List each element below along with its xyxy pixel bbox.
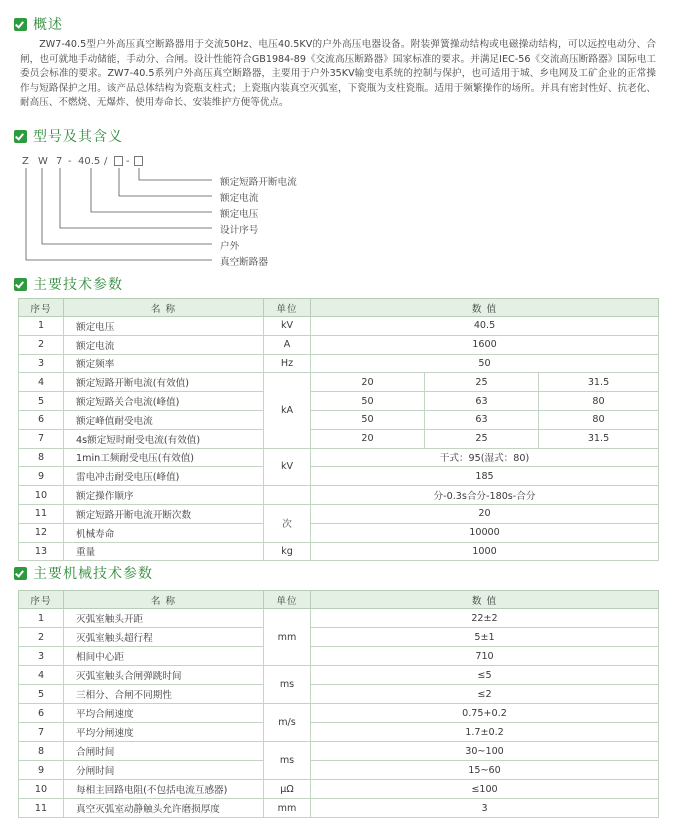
cell-unit: ms <box>264 742 311 780</box>
code-box-breaking <box>134 156 143 169</box>
cell-name: 分闸时间 <box>64 761 264 780</box>
cell-value: 20 <box>311 429 425 448</box>
cell-no: 12 <box>19 523 64 542</box>
cell-no: 7 <box>19 723 64 742</box>
cell-value: 1600 <box>311 335 659 354</box>
table-row <box>19 373 659 392</box>
col-unit: 单位 <box>264 299 311 317</box>
cell-name: 雷电冲击耐受电压(峰值) <box>64 467 264 486</box>
cell-value: 0.75+0.2 <box>311 704 659 723</box>
cell-unit: kV <box>264 317 311 336</box>
cell-unit: A <box>264 335 311 354</box>
table-row <box>19 742 659 761</box>
table-row <box>19 504 659 523</box>
cell-unit: μΩ <box>264 780 311 799</box>
cell-name: 额定电压 <box>64 317 264 336</box>
legend-rated-current: 额定电流 <box>220 193 259 204</box>
cell-value: 30~100 <box>311 742 659 761</box>
check-icon <box>14 278 27 291</box>
code-z: Z <box>22 156 29 167</box>
cell-value: 63 <box>425 410 539 429</box>
mech-table <box>18 590 659 818</box>
cell-no: 6 <box>19 410 64 429</box>
cell-value: 3 <box>311 799 659 818</box>
table-row <box>19 542 659 561</box>
cell-no: 10 <box>19 486 64 505</box>
cell-unit: m/s <box>264 704 311 742</box>
table-header-row <box>19 591 659 609</box>
cell-no: 1 <box>19 317 64 336</box>
code-7: 7 <box>56 156 63 167</box>
cell-name: 灭弧室触头合闸弹跳时间 <box>64 666 264 685</box>
code-dash: - <box>126 156 130 167</box>
cell-no: 4 <box>19 373 64 392</box>
code-w: W <box>38 156 48 167</box>
cell-value: 31.5 <box>539 429 659 448</box>
cell-value: 1000 <box>311 542 659 561</box>
cell-value: ≤2 <box>311 685 659 704</box>
cell-value: 185 <box>311 467 659 486</box>
col-name: 名 称 <box>64 591 264 609</box>
cell-value: 80 <box>539 392 659 411</box>
table-row <box>19 410 659 429</box>
cell-unit <box>264 486 311 505</box>
check-icon <box>14 567 27 580</box>
tech-heading <box>14 274 123 294</box>
cell-name: 三相分、合闸不同期性 <box>64 685 264 704</box>
overview-text: ZW7-40.5型户外高压真空断路器用于交流50Hz、电压40.5KV的户外高压电器设备。附装弹簧操动结构或电磁操动结构，可以远控电动分、合闸，也可就地手动储能，手动分、合闸。设计性能符合GB1984-89《交流高压断路器》国家标准的要求。并满足IEC-56《交流高压断路器》国际电工委员会标准的要求。ZW7-40.5系列户外高压真空断路器，主要用于户外35KV输变电系统的控制与保护，也可适用于城、乡电网及工矿企业的正常操作与短路保护之用。该产品总体结构为瓷瓶支柱式；上瓷瓶内装真空灭弧室，下瓷瓶为支柱瓷瓶。适用于频繁操作的场所。并具有密封性好、抗老化、耐高压、不燃烧、无爆炸、使用寿命长、安装维护方便等优点。 <box>20 39 656 108</box>
cell-unit: mm <box>264 799 311 818</box>
cell-value: 63 <box>425 392 539 411</box>
cell-no: 2 <box>19 628 64 647</box>
cell-value: 40.5 <box>311 317 659 336</box>
cell-value: 1.7±0.2 <box>311 723 659 742</box>
cell-name: 合闸时间 <box>64 742 264 761</box>
cell-value: ≤5 <box>311 666 659 685</box>
cell-value: 分-0.3s合分-180s-合分 <box>311 486 659 505</box>
cell-value: 10000 <box>311 523 659 542</box>
cell-value: 80 <box>539 410 659 429</box>
cell-name: 平均合闸速度 <box>64 704 264 723</box>
check-icon <box>14 18 27 31</box>
cell-name: 4s额定短时耐受电流(有效值) <box>64 429 264 448</box>
code-dash: - <box>68 156 72 167</box>
cell-value: 50 <box>311 392 425 411</box>
legend-breaking-current: 额定短路开断电流 <box>220 177 297 188</box>
cell-unit: mm <box>264 609 311 666</box>
table-row <box>19 317 659 336</box>
cell-name: 额定峰值耐受电流 <box>64 410 264 429</box>
cell-no: 10 <box>19 780 64 799</box>
cell-no: 3 <box>19 647 64 666</box>
cell-no: 8 <box>19 448 64 467</box>
cell-no: 5 <box>19 392 64 411</box>
cell-no: 6 <box>19 704 64 723</box>
legend-vacuum-breaker: 真空断路器 <box>220 257 268 268</box>
cell-value: 15~60 <box>311 761 659 780</box>
col-name: 名 称 <box>64 299 264 317</box>
overview-heading <box>14 14 63 34</box>
cell-no: 13 <box>19 542 64 561</box>
cell-name: 额定频率 <box>64 354 264 373</box>
cell-value: 干式：95(湿式：80) <box>311 448 659 467</box>
cell-name: 额定短路关合电流(峰值) <box>64 392 264 411</box>
cell-no: 8 <box>19 742 64 761</box>
cell-name: 1min工频耐受电压(有效值) <box>64 448 264 467</box>
cell-name: 相间中心距 <box>64 647 264 666</box>
table-row <box>19 467 659 486</box>
legend-outdoor: 户外 <box>220 241 240 252</box>
table-row <box>19 780 659 799</box>
cell-value: 50 <box>311 354 659 373</box>
table-row <box>19 666 659 685</box>
table-row <box>19 429 659 448</box>
cell-value: 25 <box>425 429 539 448</box>
cell-name: 重量 <box>64 542 264 561</box>
table-row <box>19 448 659 467</box>
col-unit: 单位 <box>264 591 311 609</box>
cell-value: 31.5 <box>539 373 659 392</box>
tech-table <box>18 298 659 561</box>
table-row <box>19 761 659 780</box>
cell-no: 11 <box>19 799 64 818</box>
table-row <box>19 704 659 723</box>
model-title: 型号及其含义 <box>33 129 123 145</box>
table-row <box>19 609 659 628</box>
cell-no: 3 <box>19 354 64 373</box>
table-row <box>19 723 659 742</box>
mech-title: 主要机械技术参数 <box>33 566 153 582</box>
table-row <box>19 799 659 818</box>
cell-value: 20 <box>311 373 425 392</box>
cell-name: 额定短路开断电流(有效值) <box>64 373 264 392</box>
cell-value: 20 <box>311 504 659 523</box>
cell-unit: Hz <box>264 354 311 373</box>
code-box-current <box>114 156 123 169</box>
cell-name: 灭弧室触头超行程 <box>64 628 264 647</box>
cell-name: 额定短路开断电流开断次数 <box>64 504 264 523</box>
col-value: 数 值 <box>311 591 659 609</box>
table-row <box>19 335 659 354</box>
code-slash: / <box>104 156 108 167</box>
table-header-row <box>19 299 659 317</box>
code-voltage: 40.5 <box>78 156 101 167</box>
cell-name: 平均分闸速度 <box>64 723 264 742</box>
tech-title: 主要技术参数 <box>33 277 123 293</box>
table-row <box>19 647 659 666</box>
cell-no: 1 <box>19 609 64 628</box>
cell-name: 机械寿命 <box>64 523 264 542</box>
overview-title: 概述 <box>33 17 63 33</box>
col-value: 数 值 <box>311 299 659 317</box>
cell-value: 710 <box>311 647 659 666</box>
cell-name: 灭弧室触头开距 <box>64 609 264 628</box>
cell-unit: kg <box>264 542 311 561</box>
cell-no: 5 <box>19 685 64 704</box>
table-row <box>19 523 659 542</box>
col-no: 序号 <box>19 591 64 609</box>
check-icon <box>14 130 27 143</box>
model-heading <box>14 126 123 146</box>
legend-design-number: 设计序号 <box>220 225 259 236</box>
table-row <box>19 685 659 704</box>
cell-name: 真空灭弧室动静触头允许磨损厚度 <box>64 799 264 818</box>
cell-unit: kA <box>264 373 311 448</box>
cell-unit: kV <box>264 448 311 486</box>
legend-rated-voltage: 额定电压 <box>220 209 259 220</box>
cell-value: ≤100 <box>311 780 659 799</box>
cell-no: 9 <box>19 761 64 780</box>
cell-value: 5±1 <box>311 628 659 647</box>
cell-no: 9 <box>19 467 64 486</box>
cell-no: 11 <box>19 504 64 523</box>
cell-name: 额定操作顺序 <box>64 486 264 505</box>
table-row <box>19 486 659 505</box>
col-no: 序号 <box>19 299 64 317</box>
cell-name: 每相主回路电阻(不包括电流互感器) <box>64 780 264 799</box>
cell-no: 2 <box>19 335 64 354</box>
cell-name: 额定电流 <box>64 335 264 354</box>
cell-value: 22±2 <box>311 609 659 628</box>
cell-unit: 次 <box>264 504 311 542</box>
cell-no: 4 <box>19 666 64 685</box>
table-row <box>19 628 659 647</box>
cell-value: 50 <box>311 410 425 429</box>
cell-value: 25 <box>425 373 539 392</box>
mech-heading <box>14 563 153 583</box>
table-row <box>19 354 659 373</box>
cell-unit: ms <box>264 666 311 704</box>
cell-no: 7 <box>19 429 64 448</box>
table-row <box>19 392 659 411</box>
